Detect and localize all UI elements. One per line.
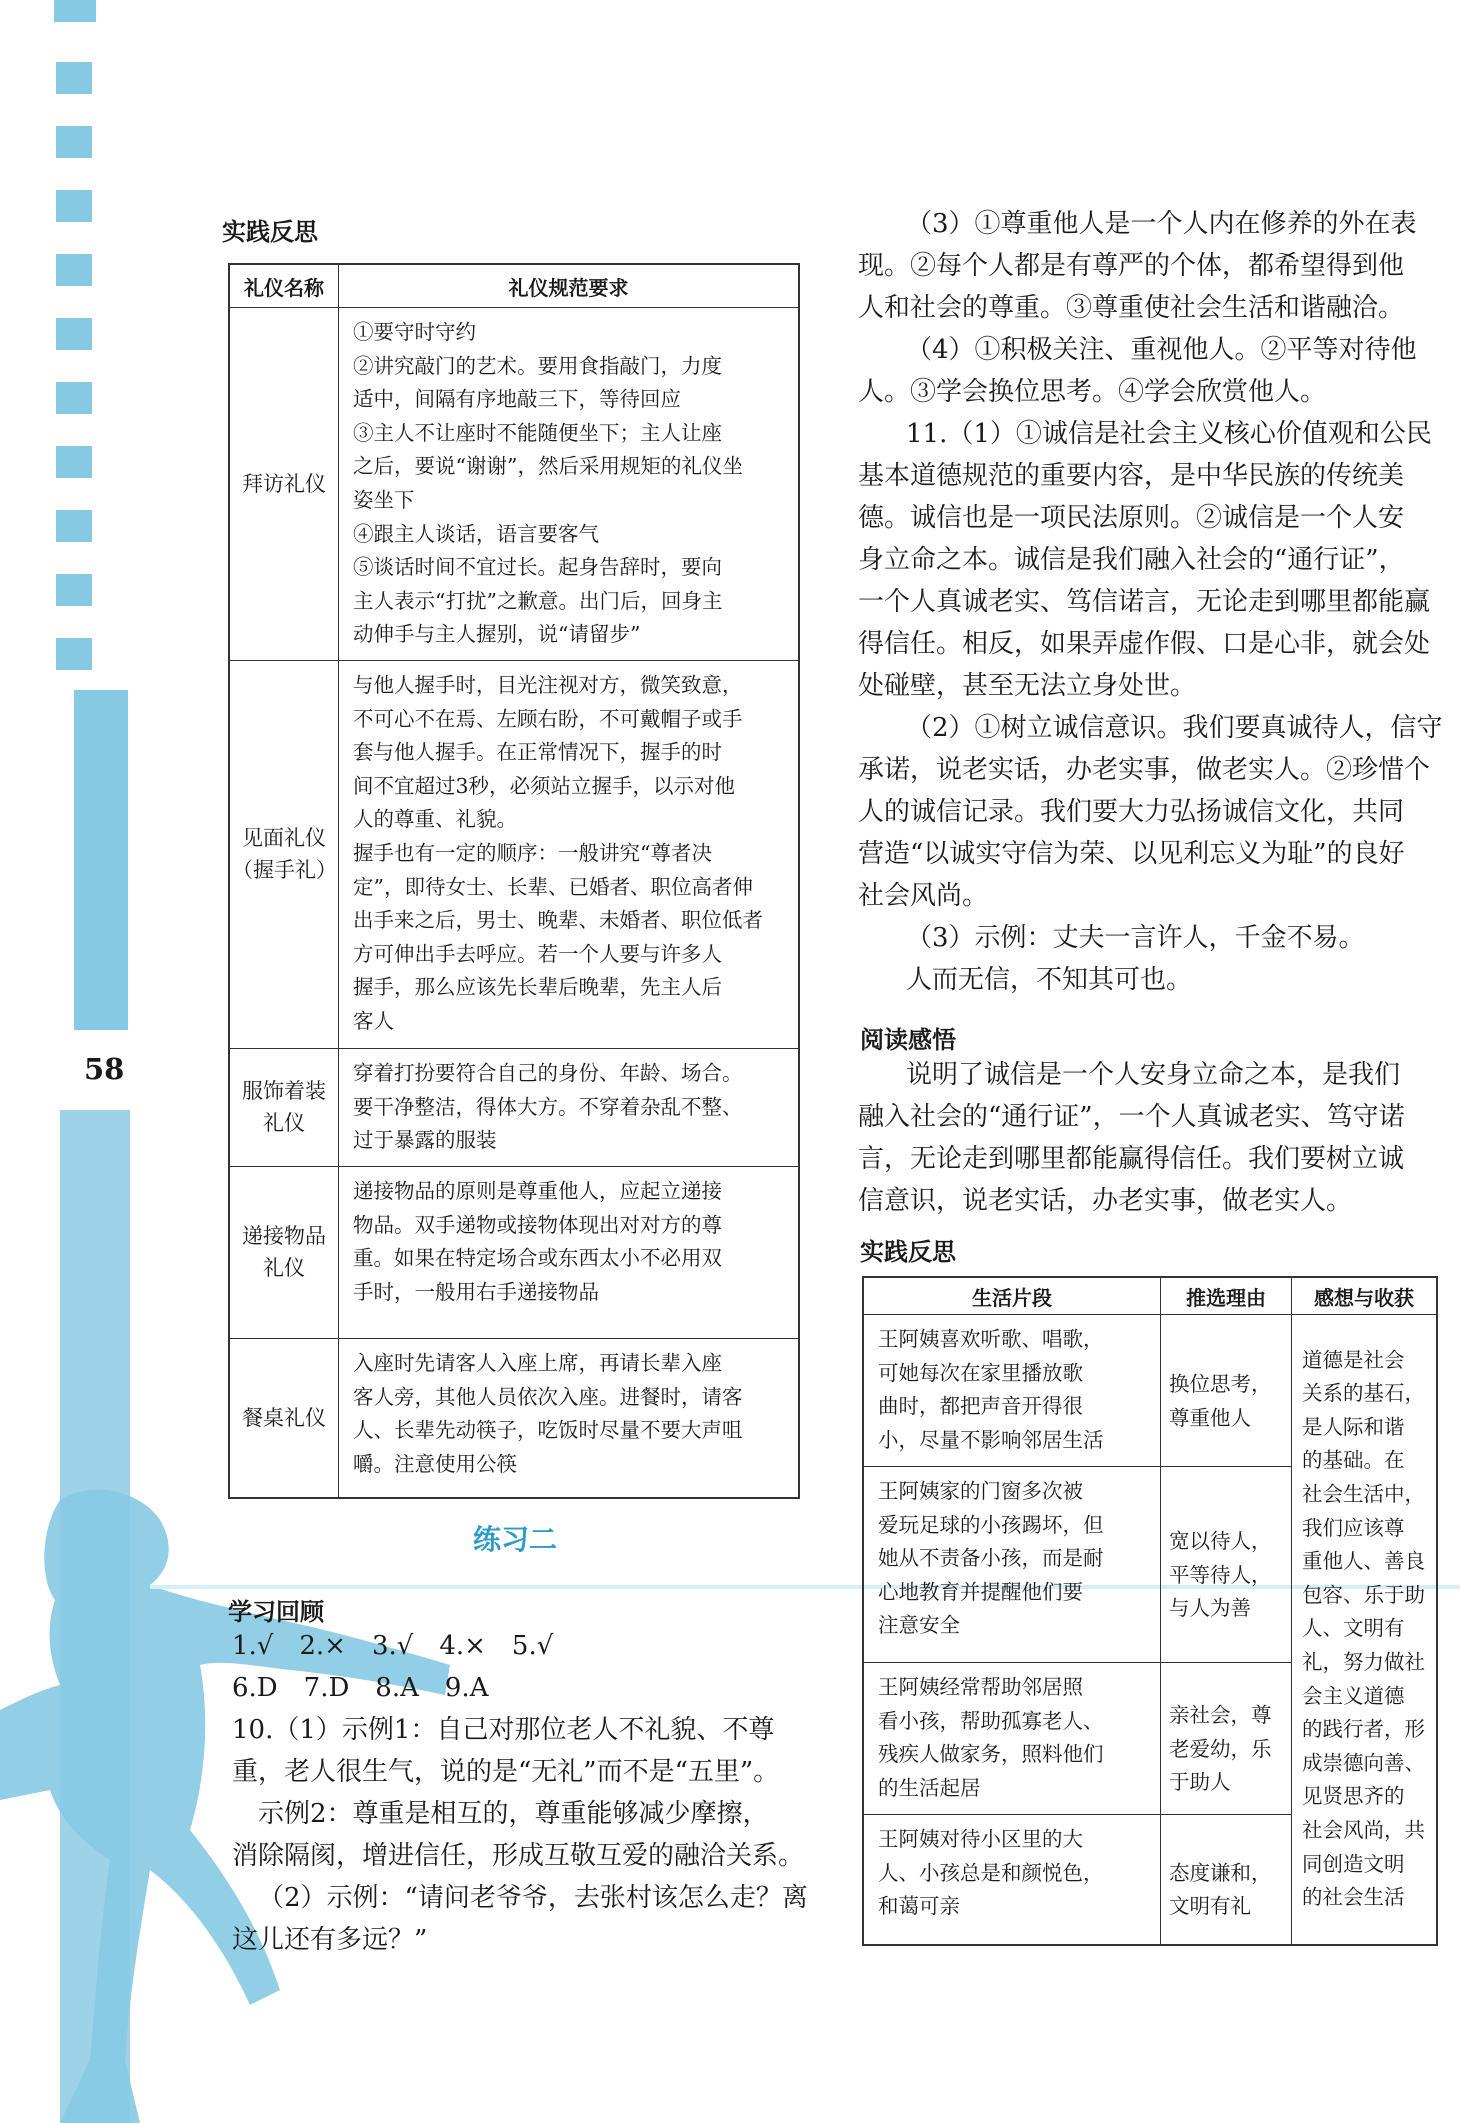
life-reason: 亲社会，尊 老爱幼，乐 于助人 [1161,1663,1292,1815]
life-fragment: 王阿姨对待小区里的大 人、小孩总是和颜悦色， 和蔼可亲 [863,1815,1161,1945]
q11-3: （3）示例：丈夫一言许人，千金不易。 人而无信，不知其可也。 [906,923,1365,995]
q10-1-cont: 重，老人很生气，说的是“无礼”而不是“五里”。 [232,1757,780,1787]
margin-dash [56,254,92,286]
life-table [862,1276,1438,1946]
etiquette-name: 拜访礼仪 [229,308,339,661]
table-row [229,1166,799,1338]
life-reason: 换位思考， 尊重他人 [1161,1315,1292,1467]
margin-dash [56,62,92,94]
answers-line-2: 6.D 7.D 8.A 9.A [232,1673,489,1703]
table-row [229,308,799,661]
etiquette-name: 见面礼仪 （握手礼） [229,660,339,1048]
margin-stripe [74,690,128,1030]
margin-dash [56,510,92,542]
life-fragment: 王阿姨家的门窗多次被 爱玩足球的小孩踢坏，但 她从不责备小孩，而是耐 心地教育并提醒他们要 注意安全 [863,1467,1161,1663]
etiquette-name: 递接物品 礼仪 [229,1166,339,1338]
life-header-fragment: 生活片段 [863,1277,1161,1315]
heading-review: 学习回顾 [228,1598,324,1626]
margin-dash [56,638,92,670]
life-feeling: 道德是社会 关系的基石， 是人际和谐 的基础。在 社会生活中， 我们应该尊 重他人、善良 包容、乐于助 人、文明有 礼，努力做社 会主义道德 的践行者，形 成崇德向善、 见贤思齐的 社会风尚，共 同创造文明 的社会生活 [1292,1315,1438,1945]
margin-dash [56,446,92,478]
margin-dash [56,382,92,414]
margin-dash [56,126,92,158]
heading-reading: 阅读感悟 [860,1026,956,1054]
q10-1: 10.（1）示例1：自己对那位老人不礼貌、不尊 [232,1715,775,1745]
q10-2: （2）示例：“请问老爷爷，去张村该怎么走？离 [258,1883,808,1913]
q10-2-cont: 这儿还有多远？” [232,1925,428,1955]
exercise-title: 练习二 [472,1523,557,1556]
etiquette-req: 穿着打扮要符合自己的身份、年龄、场合。 要干净整洁，得体大方。不穿着杂乱不整、 过于暴露的服装 [339,1048,800,1166]
etiquette-req: 递接物品的原则是尊重他人，应起立递接 物品。双手递物或接物体现出对对方的尊 重。如果在特定场合或东西太小不必用双 手时，一般用右手递接物品 [339,1166,800,1338]
life-fragment: 王阿姨喜欢听歌、唱歌， 可她每次在家里播放歌 曲时，都把声音开得很 小，尽量不影响邻居生活 [863,1315,1161,1467]
table-row [229,660,799,1048]
etiquette-header-req: 礼仪规范要求 [339,264,800,308]
q10-example2-cont: 消除隔阂，增进信任，形成互敬互爱的融洽关系。 [232,1841,805,1871]
answers-line-1: 1.√ 2.× 3.√ 4.× 5.√ [232,1631,554,1661]
q10-example2: 示例2：尊重是相互的，尊重能够减少摩擦， [258,1799,769,1829]
life-reason: 态度谦和， 文明有礼 [1161,1815,1292,1945]
q11-1: 11.（1）①诚信是社会主义核心价值观和公民 基本道德规范的重要内容，是中华民族的传统美 德。诚信也是一项民法原则。②诚信是一个人安 身立命之本。诚信是我们融入社会的“通行证”， 一个人真诚老实、笃信诺言，无论走到哪里都能赢 得信任。相反，如果弄虚作假、口是心非，就会处 处碰壁，甚至无法立身处世。 [858,419,1432,701]
table-row [229,1048,799,1166]
etiquette-req: 与他人握手时，目光注视对方，微笑致意， 不可心不在焉、左顾右盼，不可戴帽子或手 套与他人握手。在正常情况下，握手的时 间不宜超过3秒，必须站立握手，以示对他 人的尊重、礼貌。 握手也有一定的顺序：一般讲究“尊者决 定”，即待女士、长辈、已婚者、职位高者伸 出手来之后，男士、晚辈、未婚者、职位低者 方可伸出手去呼应。若一个人要与许多人 握手，那么应该先长辈后晚辈，先主人后 客人 [339,660,800,1048]
etiquette-req: 入座时先请客人入座上席，再请长辈入座 客人旁，其他人员依次入座。进餐时，请客 人、长辈先动筷子，吃饭时尽量不要大声咀 嚼。注意使用公筷 [339,1338,800,1498]
q10-4: （4）①积极关注、重视他人。②平等对待他 人。③学会换位思考。④学会欣赏他人。 [858,335,1417,407]
etiquette-req: ①要守时守约 ②讲究敲门的艺术。要用食指敲门，力度 适中，间隔有序地敲三下，等待回应 ③主人不让座时不能随便坐下；主人让座 之后，要说“谢谢”，然后采用规矩的礼仪坐 姿坐下 ④跟主人谈话，语言要客气 ⑤谈话时间不宜过长。起身告辞时，要向 主人表示“打扰”之歉意。出门后，回身主 动伸手与主人握别，说“请留步” [339,308,800,661]
etiquette-header-name: 礼仪名称 [229,264,339,308]
life-header-feeling: 感想与收获 [1292,1277,1438,1315]
page-number: 58 [84,1052,125,1086]
q11-2: （2）①树立诚信意识。我们要真诚待人，信守 承诺，说老实话，办老实事，做老实人。②珍惜个 人的诚信记录。我们要大力弘扬诚信文化，共同 营造“以诚实守信为荣、以见利忘义为耻”的良好 社会风尚。 [858,713,1443,911]
margin-stripe [54,0,96,22]
etiquette-name: 餐桌礼仪 [229,1338,339,1498]
margin-dash [56,318,92,350]
table-row [863,1315,1437,1467]
reading-text: 说明了诚信是一个人安身立命之本，是我们 融入社会的“通行证”，一个人真诚老实、笃守诺 言，无论走到哪里都能赢得信任。我们要树立诚 信意识，说老实话，办老实事，做老实人。 [858,1060,1405,1216]
life-reason: 宽以待人， 平等待人， 与人为善 [1161,1467,1292,1663]
q10-3: （3）①尊重他人是一个人内在修养的外在表 现。②每个人都是有尊严的个体，都希望得到他 人和社会的尊重。③尊重使社会生活和谐融洽。 [858,209,1417,323]
etiquette-table [228,263,800,1499]
heading-practice-left: 实践反思 [222,218,318,246]
life-header-reason: 推选理由 [1161,1277,1292,1315]
etiquette-name: 服饰着装 礼仪 [229,1048,339,1166]
heading-practice-right: 实践反思 [860,1238,956,1266]
table-row [229,1338,799,1498]
margin-dash [56,190,92,222]
margin-dash [56,574,92,606]
life-fragment: 王阿姨经常帮助邻居照 看小孩，帮助孤寡老人、 残疾人做家务，照料他们 的生活起居 [863,1663,1161,1815]
